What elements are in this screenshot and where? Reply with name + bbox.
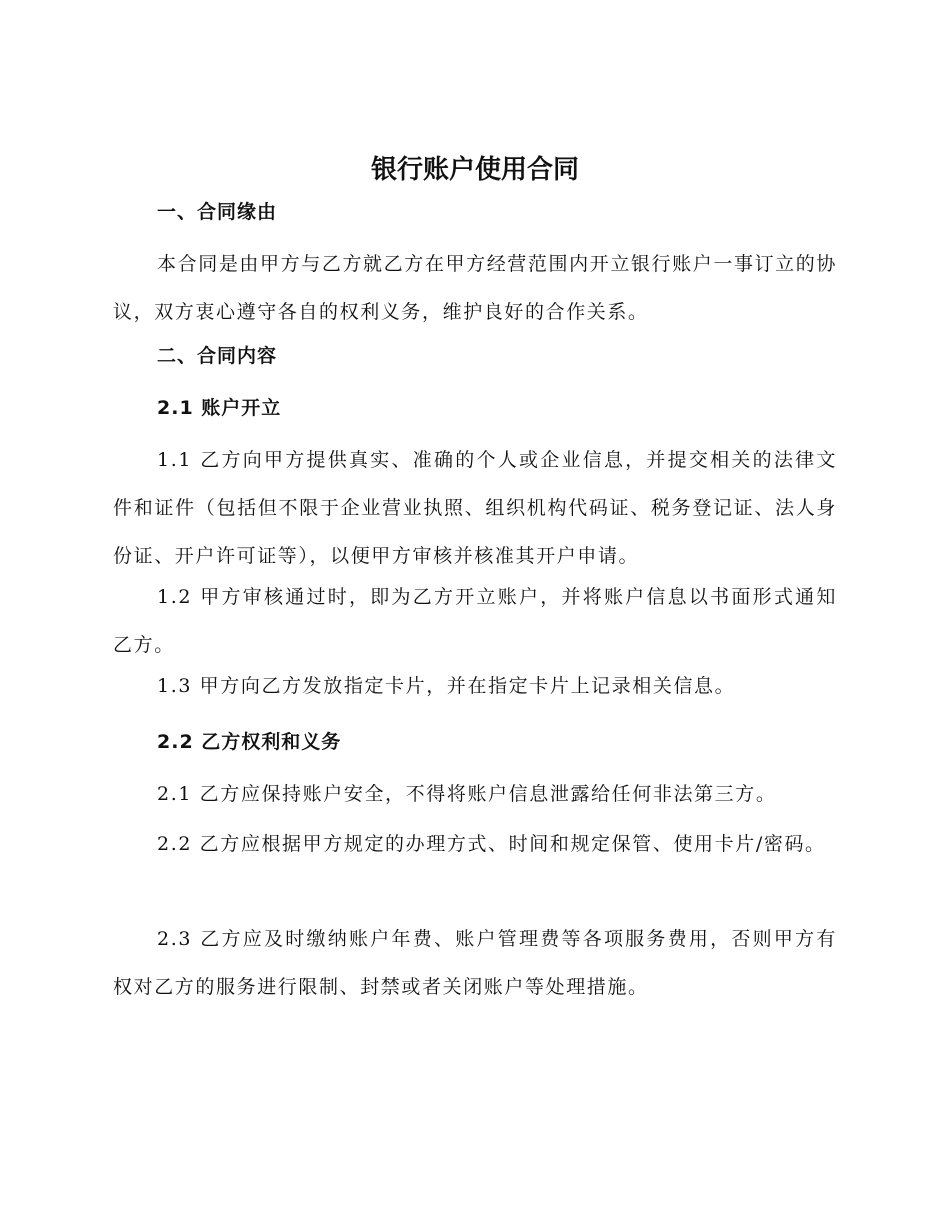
paragraph-1-3: 1.3 甲方向乙方发放指定卡片，并在指定卡片上记录相关信息。 (157, 675, 736, 697)
paragraph-2-2: 2.2 乙方应根据甲方规定的办理方式、时间和规定保管、使用卡片/密码。 (157, 833, 826, 855)
paragraph-1-1: 1.1 乙方向甲方提供真实、准确的个人或企业信息，并提交相关的法律文件和证件（包括但不限于企业营业执照、组织机构代码证、税务登记证、法人身份证、开户许可证等），以便甲方审核并核准其开户申请。 (113, 449, 837, 567)
document-title: 银行账户使用合同 (370, 155, 579, 185)
paragraph-2-1: 2.1 乙方应保持账户安全，不得将账户信息泄露给任何非法第三方。 (157, 783, 777, 805)
paragraph-1-2: 1.2 甲方审核通过时，即为乙方开立账户，并将账户信息以书面形式通知乙方。 (113, 586, 837, 656)
subsection-heading-account-opening: 2.1 账户开立 (157, 397, 282, 419)
paragraph-2-3: 2.3 乙方应及时缴纳账户年费、账户管理费等各项服务费用，否则甲方有权对乙方的服务进行限制、封禁或者关闭账户等处理措施。 (113, 928, 837, 998)
paragraph-reason: 本合同是由甲方与乙方就乙方在甲方经营范围内开立银行账户一事订立的协议，双方衷心遵守各自的权利义务，维护良好的合作关系。 (113, 253, 837, 323)
section-heading-reason: 一、合同缘由 (157, 201, 278, 223)
subsection-heading-rights-obligations: 2.2 乙方权利和义务 (157, 731, 342, 753)
section-heading-content: 二、合同内容 (157, 345, 278, 367)
